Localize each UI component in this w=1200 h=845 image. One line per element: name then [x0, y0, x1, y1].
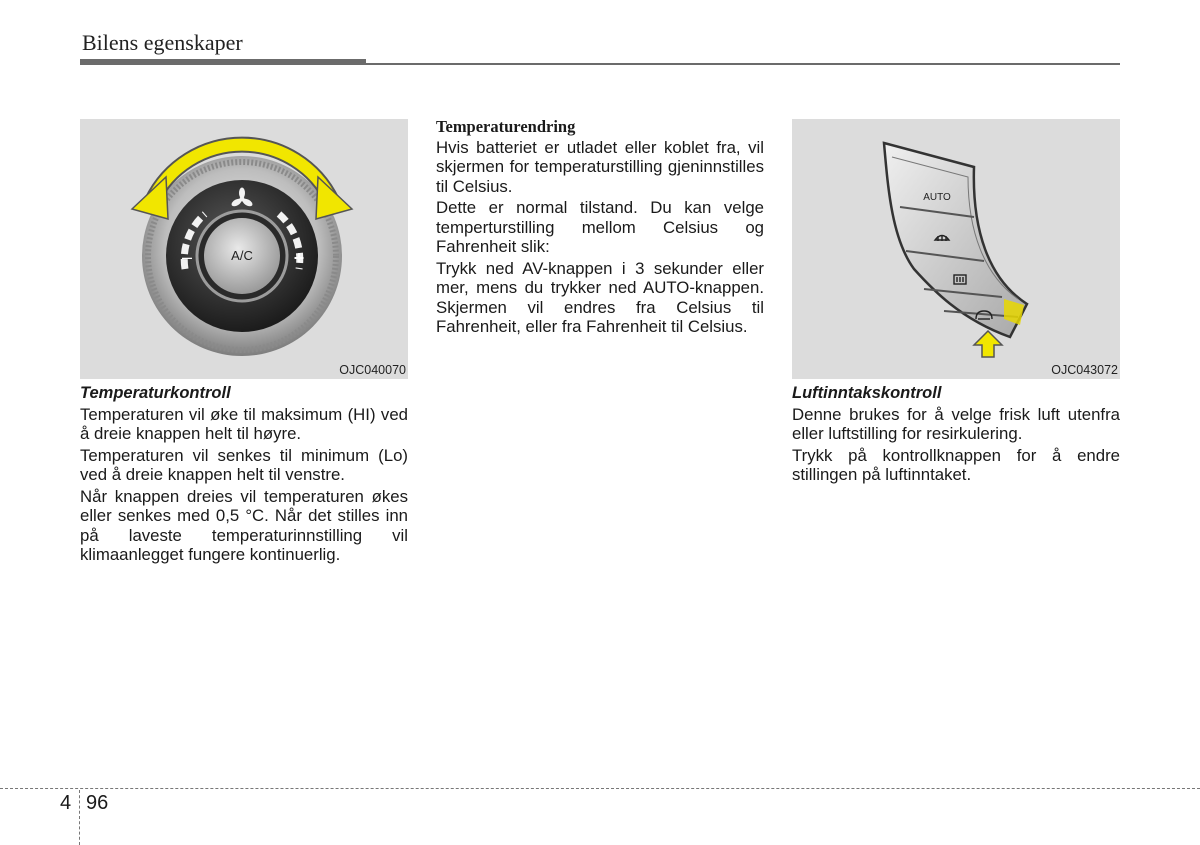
figure-code: OJC040070 [339, 363, 406, 377]
paragraph: Når knappen dreies vil temperaturen økes eller senkes med 0,5 °C. Når det stilles inn på laveste temperaturinnstilling vil klimaanlegget fungere kontinuerlig. [80, 486, 408, 564]
paragraph: Hvis batteriet er utladet eller koblet fra, vil skjermen for temperaturstilling gjeninnstilles til Celsius. [436, 137, 764, 196]
page-number: 96 [86, 792, 109, 814]
section-heading: Temperaturendring [436, 117, 576, 136]
header-rule-thick [80, 59, 366, 65]
paragraph: Temperaturen vil øke til maksimum (HI) ved å dreie knappen helt til høyre. [80, 404, 408, 443]
temperature-control-section [80, 384, 408, 567]
page-header-title: Bilens egenskaper [82, 30, 243, 55]
figure-code: OJC043072 [1051, 363, 1118, 377]
paragraph: Temperaturen vil senkes til minimum (Lo) ved å dreie knappen helt til venstre. [80, 445, 408, 484]
minus-label: – [181, 247, 193, 267]
plus-label: + [293, 248, 305, 268]
paragraph: Denne brukes for å velge frisk luft utenfra eller luftstilling for resirkulering. [792, 404, 1120, 443]
paragraph: Trykk på kontrollknappen for å endre stillingen på luftinntaket. [792, 445, 1120, 484]
air-intake-section [792, 384, 1120, 487]
paragraph: Dette er normal tilstand. Du kan velge temperturstilling mellom Celsius og Fahrenheit slik: [436, 198, 764, 256]
ac-label: A/C [231, 248, 253, 263]
air-intake-illustration [792, 119, 1120, 379]
temperature-unit-section [436, 117, 764, 339]
footer-divider [0, 788, 1200, 789]
press-arrow-icon [974, 331, 1002, 357]
auto-button-label: AUTO [923, 192, 951, 203]
header-rule-thin [366, 63, 1120, 65]
temperature-knob-illustration [80, 119, 408, 379]
section-heading: Luftinntakskontroll [792, 384, 942, 402]
chapter-number: 4 [60, 792, 72, 814]
paragraph: Trykk ned AV-knappen i 3 sekunder eller mer, mens du trykker ned AUTO-knappen. Skjermen vil endres fra Celsius til Fahrenheit, eller fra Fahrenheit til Celsius. [436, 258, 764, 336]
temperature-knob-figure [80, 119, 408, 379]
section-heading: Temperaturkontroll [80, 384, 231, 402]
air-intake-figure [792, 119, 1120, 379]
footer-vertical-divider [79, 790, 80, 845]
